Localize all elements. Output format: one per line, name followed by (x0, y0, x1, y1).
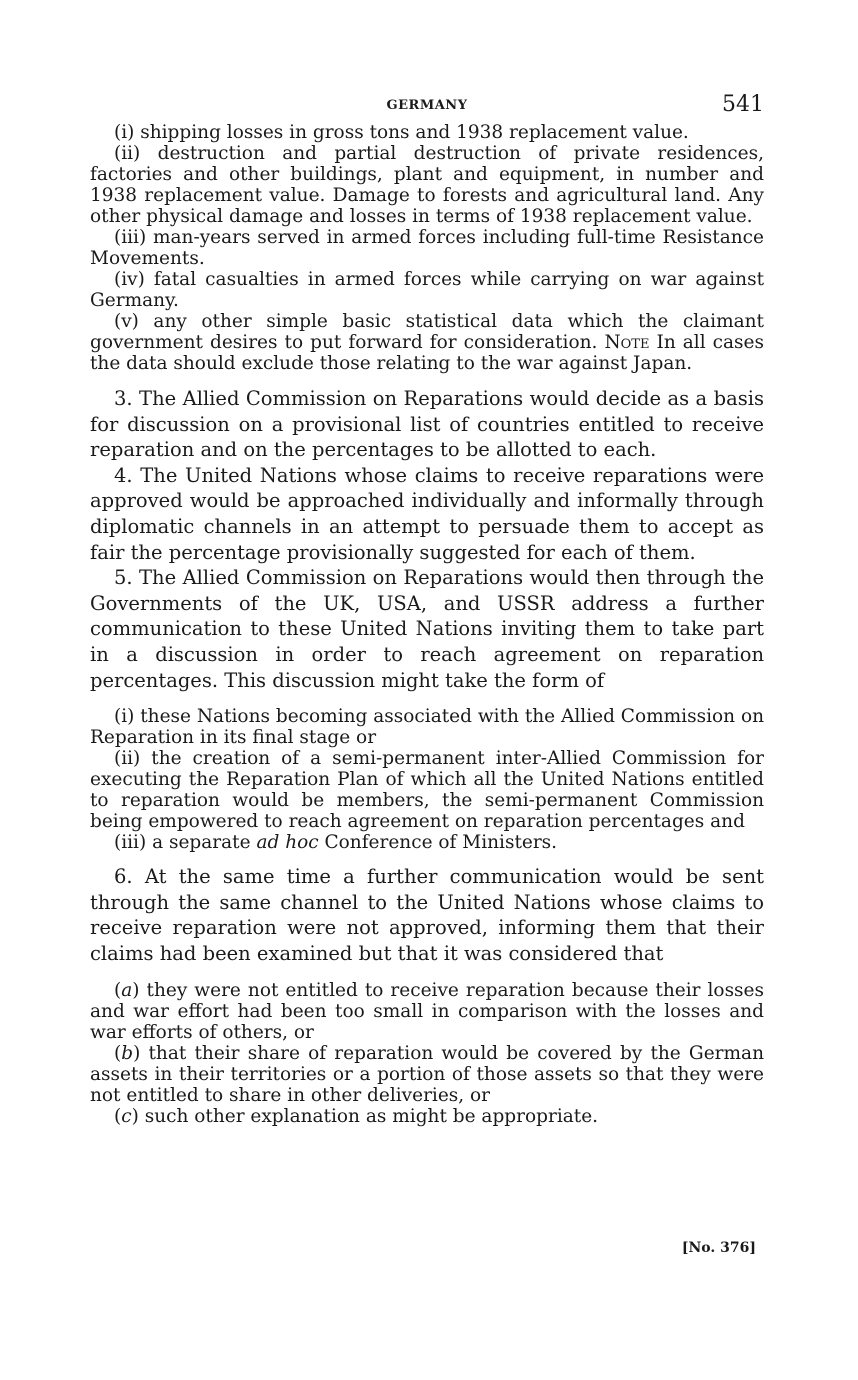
main-paragraphs-a (90, 386, 764, 693)
paragraph-6: 6. At the same time a further communication would be sent through the same channel to the United Nations whose claims to receive reparation were not approved, informing them that their claims had been examined but that it was considered that (90, 865, 764, 965)
explanations-list (90, 980, 764, 1127)
list-item: (a) they were not entitled to receive reparation because their losses and war effort had been too small in comparison with the losses and war efforts of others, or (90, 979, 764, 1043)
item-label: c (121, 1105, 132, 1127)
item-label: b (121, 1042, 134, 1064)
data-list (90, 122, 764, 374)
list-item (90, 311, 764, 374)
list-item-prefix: (iii) a separate (114, 832, 251, 854)
main-paragraphs-b (90, 864, 764, 966)
list-item: (iii) man-years served in armed forces including full-time Resistance Movements. (90, 227, 764, 269)
list-item: (i) shipping losses in gross tons and 1938 replacement value. (114, 122, 689, 143)
list-item: (b) that their share of reparation would be covered by the German assets in their territories or a portion of those assets so that they were not entitled to share in other deliveries, or (90, 1042, 764, 1106)
italic-term: ad hoc (256, 832, 319, 854)
page-number: 541 (722, 92, 764, 117)
list-item: (ii) destruction and partial destruction of private residences, factories and other buildings, plant and equipment, in number and 1938 replacement value. Damage to forests and agricultural land. Any other physical damage and losses in terms of 1938 replacement value. (90, 143, 764, 227)
document-number: [No. 376] (681, 1240, 756, 1256)
item-label: a (121, 979, 133, 1001)
list-item (90, 832, 764, 853)
running-title: GERMANY (386, 98, 468, 113)
list-item-text: they were not entitled to receive reparation because their losses and war effort had been too small in comparison with the losses and war efforts of others, or (90, 979, 764, 1043)
list-item: (ii) the creation of a semi-permanent inter-Allied Commission for executing the Reparation Plan of which all the United Nations entitled to reparation would be members, the semi-permanent Commission being empowered to reach agreement on reparation percentages and (90, 748, 764, 833)
note-text: In all cases the data should exclude those relating to the war against Japan. (90, 332, 764, 374)
page-header (90, 92, 764, 122)
list-item: (c) such other explanation as might be appropriate. (114, 1105, 599, 1127)
list-item-text: such other explanation as might be appropriate. (144, 1105, 599, 1127)
discussion-forms-list (90, 706, 764, 853)
list-item-text: (v) any other simple basic statistical data which the claimant government desires to put forward for consideration. (90, 311, 764, 353)
list-item: (i) these Nations becoming associated with the Allied Commission on Reparation in its final stage or (90, 706, 764, 749)
note-label: Note (604, 332, 650, 353)
list-item-text: that their share of reparation would be covered by the German assets in their territories or a portion of those assets so that they were not entitled to share in other deliveries, or (90, 1042, 764, 1106)
paragraph-3: 3. The Allied Commission on Reparations would decide as a basis for discussion on a provisional list of countries entitled to receive reparation and on the percentages to be allotted to each. (90, 387, 764, 462)
document-page (90, 92, 764, 1256)
list-item-suffix: Conference of Ministers. (324, 832, 558, 854)
paragraph-4: 4. The United Nations whose claims to receive reparations were approved would be approached individually and informally through diplomatic channels in an attempt to persuade them to accept as fair the percentage provisionally suggested for each of them. (90, 463, 764, 564)
paragraph-5: 5. The Allied Commission on Reparations would then through the Governments of the UK, USA, and USSR address a further communication to these United Nations inviting them to take part in a discussion in order to reach agreement on reparation percentages. This discussion might take the form of (90, 566, 764, 692)
list-item: (iv) fatal casualties in armed forces while carrying on war against Germany. (90, 269, 764, 311)
